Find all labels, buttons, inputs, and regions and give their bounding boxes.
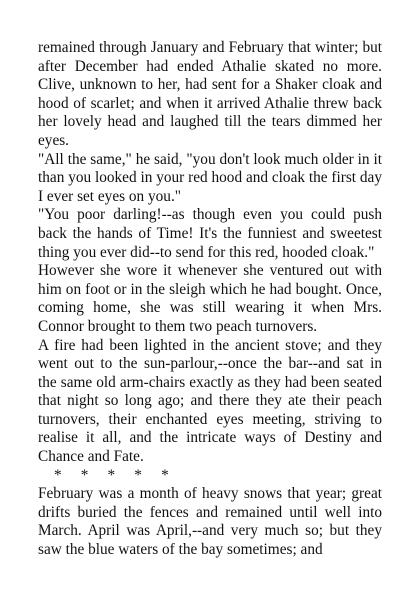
paragraph-5: A fire had been lighted in the ancient stove; and they went out to the sun-parlour,--once the bar--and sat in the same old arm-chairs exactly as they had been seated that night so long ago; and there they ate their peach turnovers, their enchanted eyes meeting, striving to realise it all, and the intricate ways of Destiny and Chance and Fate.	[38, 336, 382, 466]
paragraph-2: "All the same," he said, "you don't look much older in it than you looked in your red hood and cloak the first day I ever set eyes on you."	[38, 150, 382, 205]
paragraph-1: remained through January and February that winter; but after December had ended Athalie skated no more. Clive, unknown to her, had sent for a Shaker cloak and hood of scarlet; and when it arrived Athalie threw back her lovely head and laughed till the tears dimmed her eyes.	[38, 39, 382, 149]
paragraph-4: However she wore it whenever she ventured out with him on foot or in the sleigh which he had bought. Once, coming home, she was still wearing it when Mrs. Connor brought to them two peach turnovers.	[38, 262, 382, 335]
paragraph-3: "You poor darling!--as though even you could push back the hands of Time! It's the funniest and sweetest thing you ever did--to send for this red, hooded cloak."	[38, 206, 382, 261]
paragraph-6: February was a month of heavy snows that year; great drifts buried the fences and remained until well into March. April was April,--and very much so; but they saw the blue waters of the bay sometimes; and	[38, 485, 382, 559]
page-text	[38, 39, 382, 560]
section-break: * * * * *	[54, 466, 169, 484]
